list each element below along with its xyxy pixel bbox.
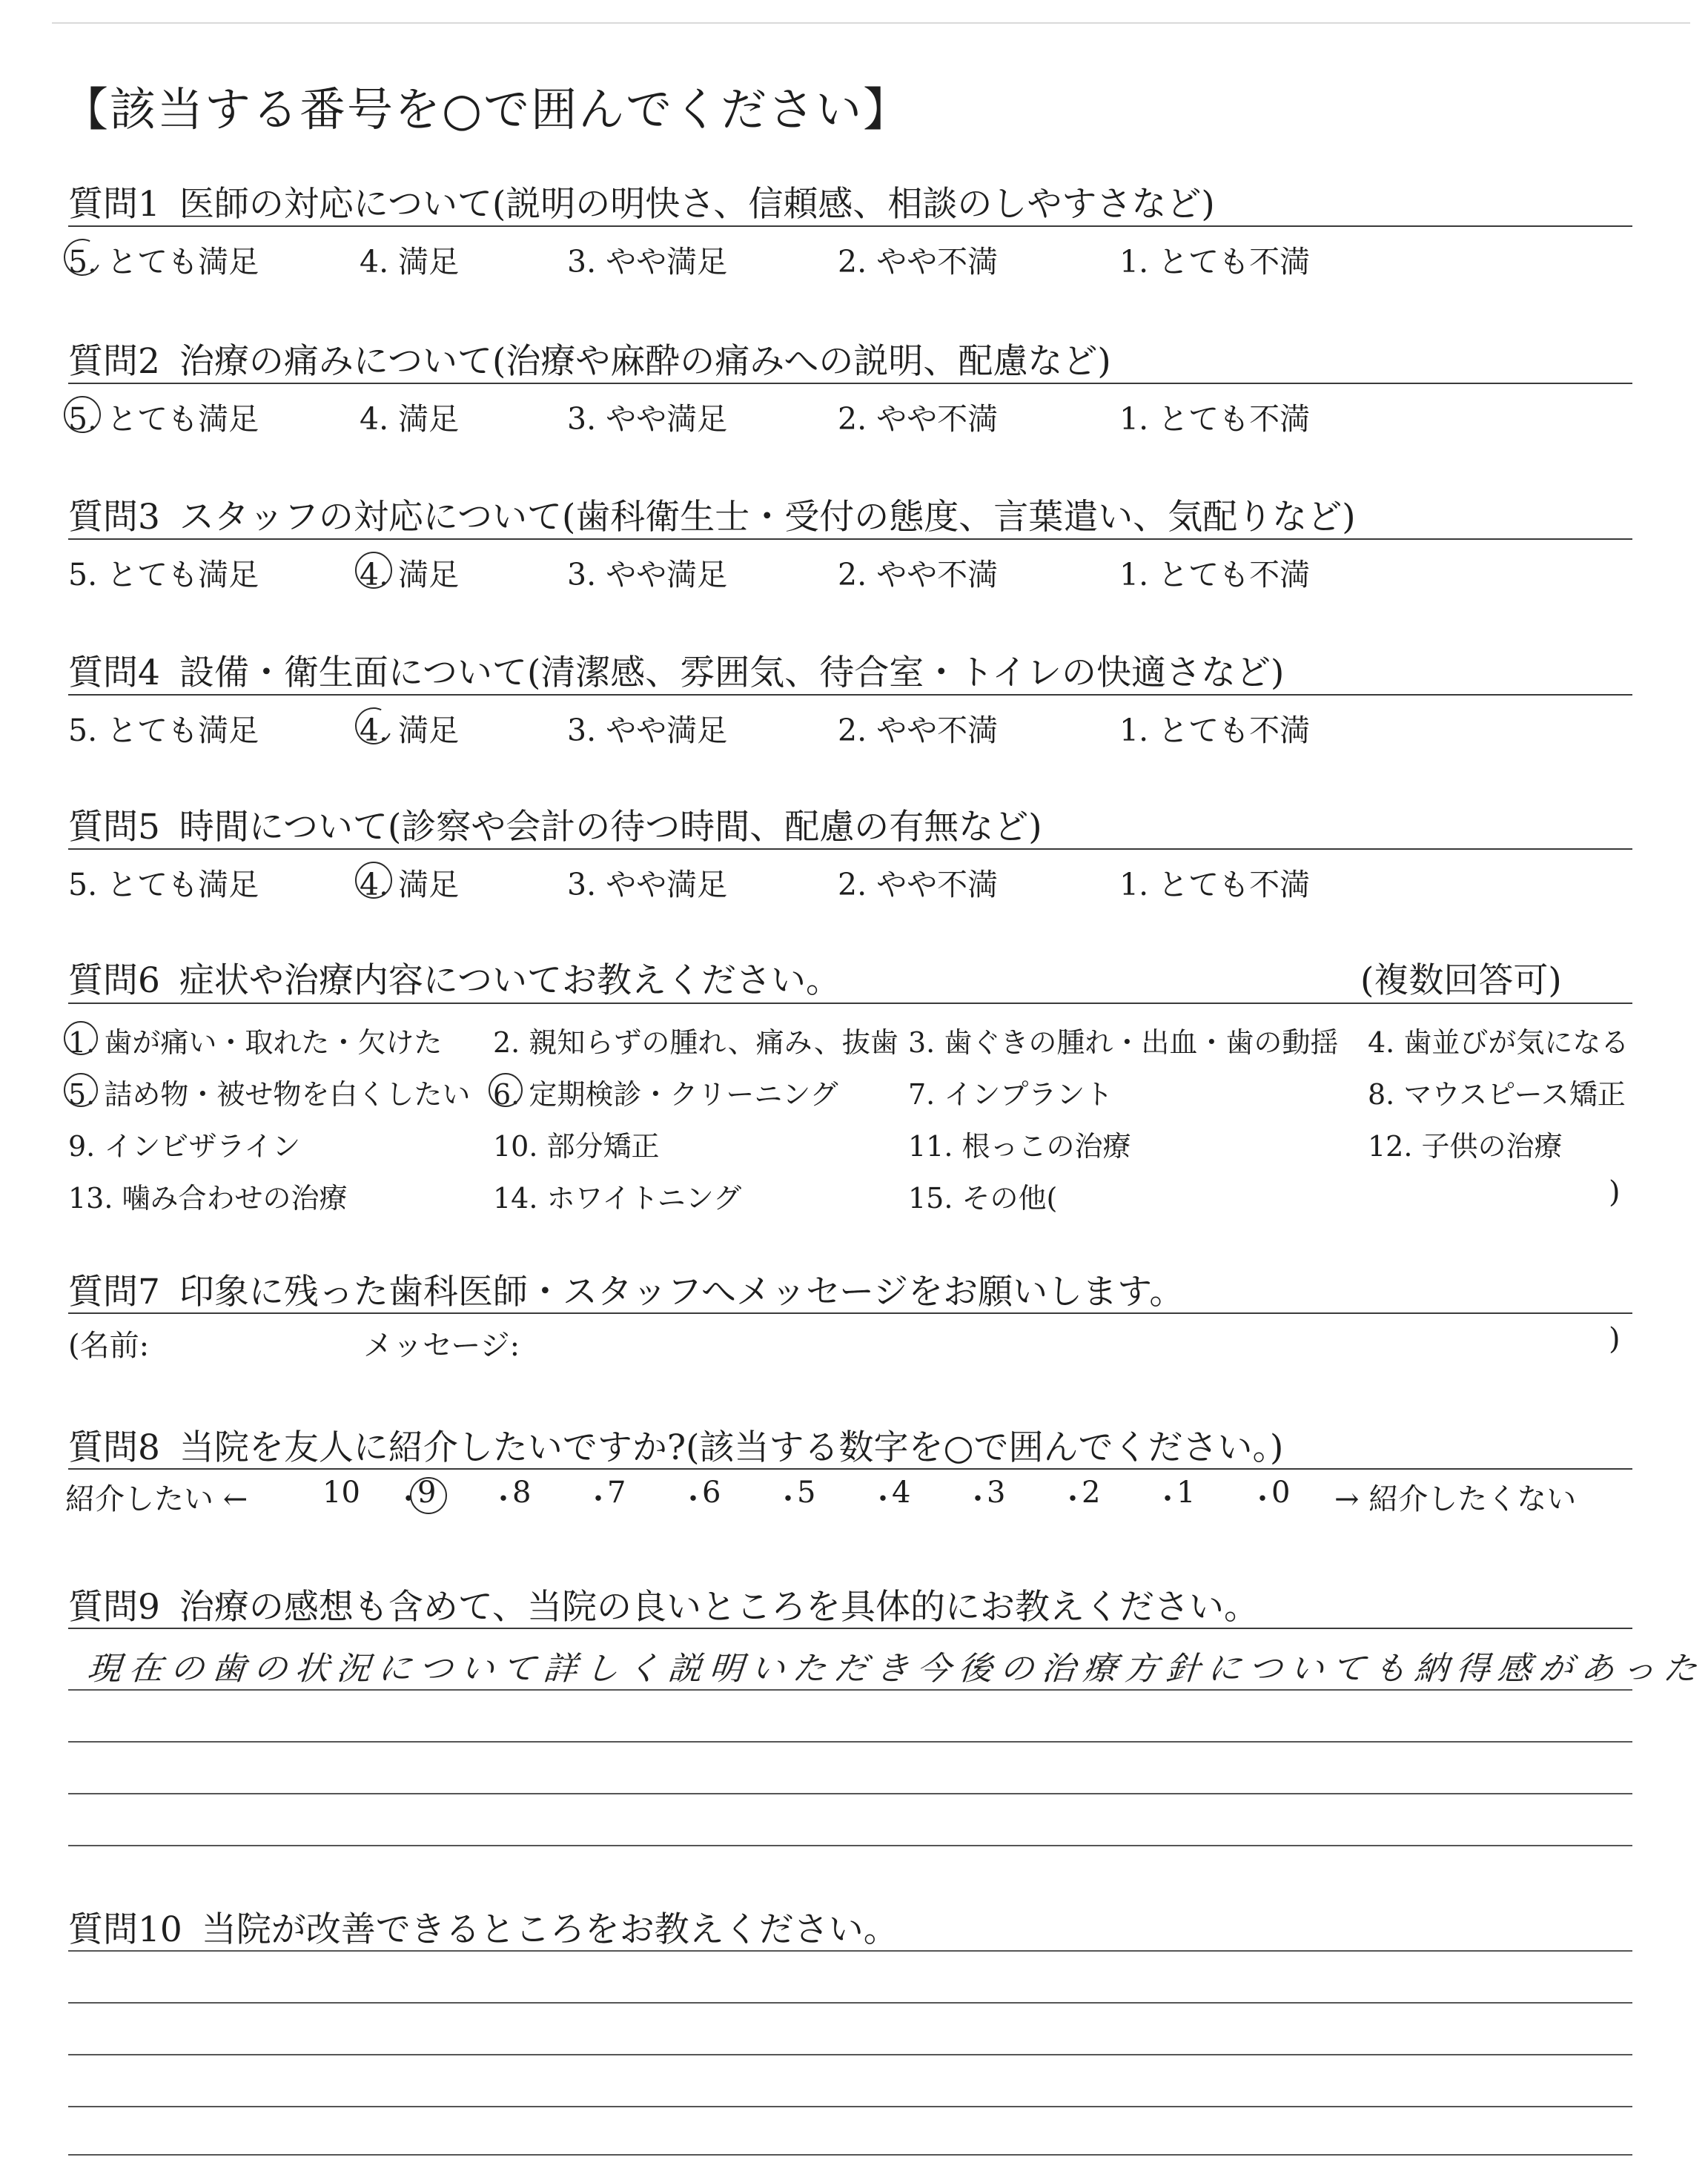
q6-option-13[interactable]	[68, 1175, 348, 1216]
option-label: 3. やや満足	[567, 401, 728, 437]
q10-heading	[68, 1902, 898, 1952]
q6-option-label: 15. その他(	[908, 1182, 1058, 1215]
option-label: 2. やや不満	[838, 867, 999, 902]
q1-option-4[interactable]	[360, 237, 459, 281]
q3-option-1[interactable]	[1119, 550, 1310, 594]
form-title: 【該当する番号を○で囲んでください】	[62, 82, 911, 136]
selection-circle-mark	[64, 396, 101, 433]
option-label: 3. やや満足	[567, 244, 728, 280]
q9-rule	[68, 1628, 1632, 1629]
q8-scale-value-9[interactable]	[417, 1476, 436, 1510]
option-label: 5. とても満足	[68, 713, 259, 748]
option-label: 3. やや満足	[567, 867, 728, 902]
q10-answer-line-1	[68, 1950, 1632, 1952]
q9-heading	[68, 1579, 1259, 1629]
q5-option-3[interactable]	[567, 860, 727, 904]
q8-scale-label: 5	[797, 1476, 816, 1510]
option-label: 4. 満足	[360, 713, 460, 748]
q2-number: 質問2	[68, 341, 160, 382]
q8-scale-value-1[interactable]	[1176, 1476, 1195, 1510]
q4-number: 質問4	[68, 653, 160, 693]
q6-option-15[interactable]	[908, 1175, 1057, 1216]
q10-answer-line-3	[68, 2054, 1632, 2055]
q10-text: 当院が改善できるところをお教えください。	[201, 1909, 898, 1950]
q8-scale-separator: ・	[583, 1482, 613, 1516]
q6-option-4[interactable]	[1368, 1020, 1629, 1060]
q8-scale-label: 2	[1082, 1476, 1101, 1510]
q5-heading	[68, 799, 1042, 849]
q5-option-1[interactable]	[1119, 860, 1310, 904]
q6-option-label: 13. 噛み合わせの治療	[68, 1182, 348, 1215]
selection-circle-mark	[355, 862, 392, 899]
q2-option-2[interactable]	[838, 394, 998, 438]
q8-scale-separator: ・	[1248, 1482, 1277, 1516]
q8-rule	[68, 1468, 1632, 1470]
q1-option-2[interactable]	[838, 237, 998, 281]
q8-scale-separator: ・	[394, 1482, 423, 1516]
option-label: 5. とても満足	[68, 867, 259, 902]
q5-option-5[interactable]	[68, 860, 259, 904]
q8-scale-separator: ・	[773, 1482, 803, 1516]
q7-rule	[68, 1312, 1632, 1314]
q8-scale-value-5[interactable]	[797, 1476, 815, 1510]
option-label: 4. 満足	[360, 401, 460, 437]
q5-number: 質問5	[68, 807, 160, 848]
option-label: 2. やや不満	[838, 401, 999, 437]
q3-option-5[interactable]	[68, 550, 259, 594]
q8-scale-label: 7	[607, 1476, 626, 1510]
q6-option-label: 4. 歯並びが気になる	[1368, 1026, 1629, 1059]
q8-scale-separator: ・	[678, 1482, 708, 1516]
q8-scale-label: 10	[322, 1476, 360, 1510]
q3-text: スタッフの対応について(歯科衛生士・受付の態度、言葉遣い、気配りなど)	[179, 497, 1356, 538]
q6-option-label: 12. 子供の治療	[1368, 1130, 1563, 1163]
q2-option-4[interactable]	[360, 394, 459, 438]
q10-answer-line-2	[68, 2002, 1632, 2004]
q6-option-14[interactable]	[493, 1175, 741, 1216]
q6-option-label: 3. 歯ぐきの腫れ・出血・歯の動揺	[908, 1026, 1339, 1059]
q3-number: 質問3	[68, 497, 160, 538]
q5-option-4[interactable]	[360, 860, 459, 904]
q7-close-paren: )	[1609, 1322, 1621, 1356]
q1-number: 質問1	[68, 184, 160, 225]
option-label: 4. 満足	[360, 244, 460, 280]
q6-option-5[interactable]	[68, 1071, 470, 1112]
q8-scale-separator: ・	[868, 1482, 898, 1516]
q6-rule	[68, 1003, 1632, 1004]
q6-option-6[interactable]	[493, 1071, 838, 1112]
q4-option-4[interactable]	[360, 706, 459, 750]
selection-circle-mark	[489, 1073, 523, 1107]
q3-rule	[68, 538, 1632, 540]
q6-option-label: 14. ホワイトニング	[493, 1182, 742, 1215]
q8-scale-label: 0	[1271, 1476, 1291, 1510]
q8-scale-label: 6	[702, 1476, 721, 1510]
q9-number: 質問9	[68, 1587, 160, 1628]
q8-right-label: → 紹介したくない	[1334, 1482, 1577, 1516]
q6-heading	[68, 953, 841, 1003]
q8-scale-value-8[interactable]	[512, 1476, 531, 1510]
q3-option-4[interactable]	[360, 550, 459, 594]
q6-number: 質問6	[68, 960, 160, 1001]
q6-option-2[interactable]	[493, 1020, 898, 1060]
q4-rule	[68, 694, 1632, 696]
q6-close-paren: )	[1609, 1175, 1621, 1209]
q8-text: 当院を友人に紹介したいですか?(該当する数字を○で囲んでください。)	[179, 1427, 1284, 1468]
q8-scale-value-7[interactable]	[607, 1476, 626, 1510]
q8-left-label: 紹介したい ←	[65, 1482, 248, 1516]
top-divider	[52, 22, 1690, 24]
q1-heading	[68, 176, 1215, 226]
option-label: 4. 満足	[360, 867, 460, 902]
option-label: 1. とても不満	[1119, 867, 1311, 902]
q3-heading	[68, 489, 1356, 539]
q10-answer-line-5	[68, 2154, 1632, 2156]
selection-circle-mark	[64, 1073, 98, 1107]
q8-scale-separator: ・	[1153, 1482, 1182, 1516]
option-label: 1. とても不満	[1119, 713, 1311, 748]
q6-option-label: 9. インビザライン	[68, 1130, 301, 1163]
q6-option-1[interactable]	[68, 1020, 442, 1060]
option-label: 5. とても満足	[68, 244, 259, 280]
q8-scale-label: 9	[417, 1476, 437, 1510]
q8-scale-label: 1	[1176, 1476, 1196, 1510]
option-label: 1. とても不満	[1119, 244, 1311, 280]
q6-option-label: 6. 定期検診・クリーニング	[493, 1078, 838, 1111]
option-label: 2. やや不満	[838, 244, 999, 280]
q6-option-8[interactable]	[1368, 1071, 1626, 1112]
q6-option-label: 11. 根っこの治療	[908, 1130, 1131, 1163]
q4-text: 設備・衛生面について(清潔感、雰囲気、待合室・トイレの快適さなど)	[179, 653, 1285, 693]
q7-heading	[68, 1264, 1184, 1314]
option-label: 2. やや不満	[838, 557, 999, 592]
q8-scale-value-0[interactable]	[1271, 1476, 1290, 1510]
q5-option-2[interactable]	[838, 860, 998, 904]
q4-option-3[interactable]	[567, 706, 727, 750]
q4-heading	[68, 645, 1284, 695]
selection-circle-mark	[355, 552, 392, 589]
option-label: 3. やや満足	[567, 713, 728, 748]
q6-option-3[interactable]	[908, 1020, 1338, 1060]
q9-answer-line-4	[68, 1845, 1632, 1846]
q9-answer-line-1	[68, 1689, 1632, 1691]
q7-text: 印象に残った歯科医師・スタッフへメッセージをお願いします。	[179, 1272, 1185, 1312]
q6-option-10[interactable]	[493, 1123, 660, 1164]
q2-option-1[interactable]	[1119, 394, 1310, 438]
option-label: 2. やや不満	[838, 713, 999, 748]
q10-number: 質問10	[68, 1909, 182, 1950]
q5-text: 時間について(診察や会計の待つ時間、配慮の有無など)	[179, 807, 1042, 848]
q6-note: (複数回答可)	[1360, 960, 1562, 1001]
q7-message-label: メッセージ:	[363, 1329, 520, 1363]
q6-option-label: 2. 親知らずの腫れ、痛み、抜歯	[493, 1026, 898, 1059]
option-label: 4. 満足	[360, 557, 460, 592]
q8-scale-label: 8	[512, 1476, 532, 1510]
q8-scale-value-3[interactable]	[987, 1476, 1005, 1510]
q4-option-1[interactable]	[1119, 706, 1310, 750]
q6-option-11[interactable]	[908, 1123, 1131, 1164]
q8-scale-value-4[interactable]	[892, 1476, 910, 1510]
q6-option-7[interactable]	[908, 1071, 1113, 1112]
q8-scale-value-2[interactable]	[1082, 1476, 1100, 1510]
q8-scale-value-10[interactable]	[322, 1476, 360, 1510]
q8-heading	[68, 1420, 1283, 1470]
q2-text: 治療の痛みについて(治療や麻酔の痛みへの説明、配慮など)	[179, 341, 1111, 382]
q8-number: 質問8	[68, 1427, 160, 1468]
q9-answer-line-2	[68, 1741, 1632, 1743]
q4-option-5[interactable]	[68, 706, 259, 750]
q6-option-label: 10. 部分矯正	[493, 1130, 660, 1163]
q2-rule	[68, 383, 1632, 384]
q1-option-5[interactable]	[68, 237, 259, 281]
option-label: 3. やや満足	[567, 557, 728, 592]
q6-option-9[interactable]	[68, 1123, 300, 1164]
q1-text: 医師の対応について(説明の明快さ、信頼感、相談のしやすさなど)	[179, 184, 1215, 225]
q8-scale-separator: ・	[489, 1482, 518, 1516]
option-label: 1. とても不満	[1119, 401, 1311, 437]
selection-circle-mark	[410, 1477, 447, 1514]
q6-option-label: 1. 歯が痛い・取れた・欠けた	[68, 1026, 443, 1059]
q6-option-label: 7. インプラント	[908, 1078, 1113, 1111]
q8-scale-label: 3	[987, 1476, 1006, 1510]
q8-scale-value-6[interactable]	[702, 1476, 721, 1510]
q3-option-3[interactable]	[567, 550, 727, 594]
q6-option-label: 5. 詰め物・被せ物を白くしたい	[68, 1078, 471, 1111]
q8-scale-separator: ・	[1058, 1482, 1088, 1516]
q9-handwritten-answer: 現在の歯の状況について詳しく説明いただき今後の治療方針についても納得感があった	[85, 1649, 1707, 1688]
q3-option-2[interactable]	[838, 550, 998, 594]
q1-rule	[68, 225, 1632, 227]
option-label: 1. とても不満	[1119, 557, 1311, 592]
selection-circle-mark	[64, 1021, 98, 1055]
q10-answer-line-4	[68, 2106, 1632, 2107]
q2-heading	[68, 334, 1111, 383]
q1-option-3[interactable]	[567, 237, 727, 281]
q7-name-label: (名前:	[68, 1329, 150, 1363]
q6-option-label: 8. マウスピース矯正	[1368, 1078, 1626, 1111]
option-label: 5. とても満足	[68, 401, 259, 437]
q2-option-3[interactable]	[567, 394, 727, 438]
q9-text: 治療の感想も含めて、当院の良いところを具体的にお教えください。	[179, 1587, 1259, 1628]
q2-option-5[interactable]	[68, 394, 259, 438]
q5-rule	[68, 848, 1632, 850]
option-label: 5. とても満足	[68, 557, 259, 592]
q8-scale-separator: ・	[963, 1482, 993, 1516]
q8-scale-label: 4	[892, 1476, 911, 1510]
q1-option-1[interactable]	[1119, 237, 1310, 281]
q6-option-12[interactable]	[1368, 1123, 1563, 1164]
q6-text: 症状や治療内容についてお教えください。	[179, 960, 841, 1001]
q7-number: 質問7	[68, 1272, 160, 1312]
q9-answer-line-3	[68, 1793, 1632, 1794]
q4-option-2[interactable]	[838, 706, 998, 750]
